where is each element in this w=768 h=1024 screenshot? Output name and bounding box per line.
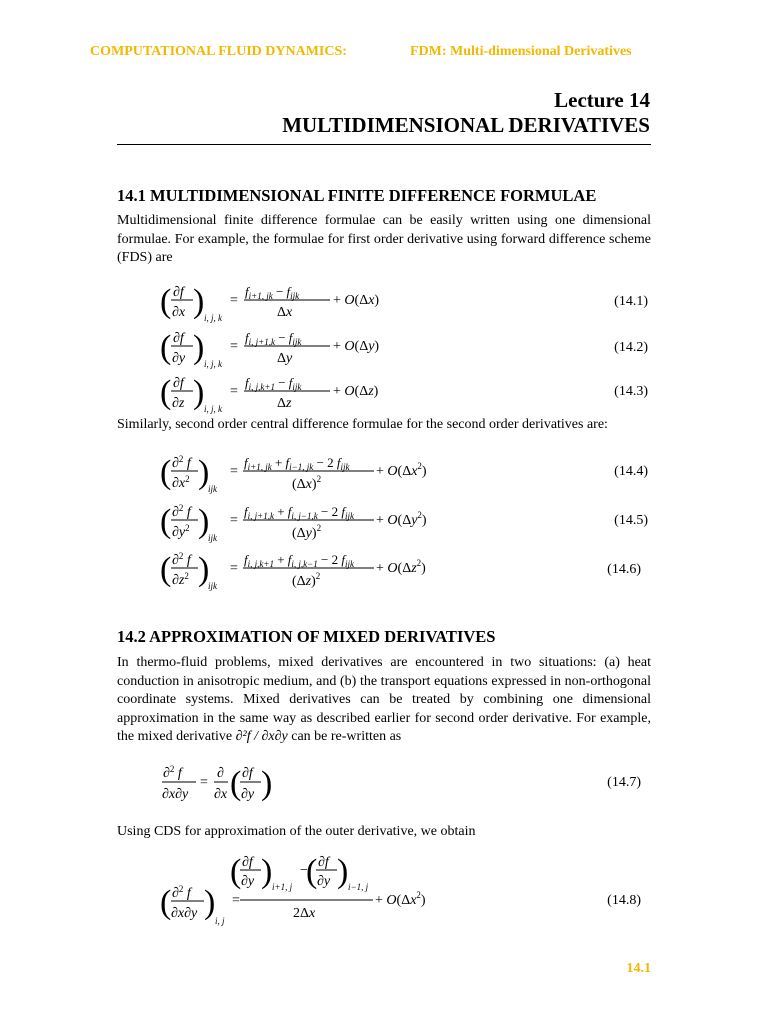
equation-number: (14.1) (614, 294, 648, 309)
svg-text:): ) (337, 853, 349, 890)
svg-text:): ) (193, 374, 205, 411)
svg-text:i, j, k: i, j, k (204, 313, 222, 323)
paragraph-text-end: can be re-written as (291, 729, 402, 744)
svg-text:=: = (230, 561, 238, 576)
svg-text:(: ( (160, 503, 172, 540)
inline-math-mixed-derivative: ∂²f / ∂x∂y (235, 729, 288, 744)
svg-text:∂x2: $\partial x^2$ (172, 474, 190, 491)
equation-number: (14.6) (607, 562, 641, 577)
svg-text:(Δy)2: $(\Delta y)^2$ (292, 523, 322, 541)
svg-text:i+1, j: i+1, j (272, 882, 293, 892)
svg-text:): ) (193, 329, 205, 366)
svg-text:): ) (204, 884, 216, 921)
svg-text:ijk: ijk (208, 581, 217, 591)
svg-text:∂2 f: ∂$^2$ f (163, 764, 182, 781)
paragraph-cds: Using CDS for approximation of the outer derivative, we obtain (117, 824, 476, 839)
equation-number: (14.4) (614, 464, 648, 479)
paragraph-text: In thermo-fluid problems, mixed derivatives are encountered in two situations: (a) heat conduction in anisotropic medium, and (b) the transport equations expressed in non-orthogonal coordinate systems. Mixed derivatives can be treated by combining one dimensional approximation in the same way as described earlier for second order derivative. For example, the mixed derivative (117, 655, 651, 744)
svg-text:ijk: ijk (208, 484, 217, 494)
equation-14-8 (160, 852, 426, 932)
svg-text:=: = (232, 893, 240, 908)
equation-number: (14.2) (614, 340, 648, 355)
svg-text:): ) (261, 853, 273, 890)
paragraph-intro: Multidimensional finite difference formulae can be easily written using one dimensional formulae. For example, the formulae for first order derivative using forward difference scheme (FDS) are (117, 213, 651, 265)
running-header-right: FDM: Multi-dimensional Derivatives (410, 44, 632, 59)
equation-14-3 (160, 370, 400, 420)
svg-text:ijk: ijk (208, 533, 217, 543)
svg-text:=: = (230, 293, 238, 308)
svg-text:i, j, k: i, j, k (204, 404, 222, 414)
svg-text:∂y: ∂y (172, 351, 186, 366)
running-header-left: COMPUTATIONAL FLUID DYNAMICS: (90, 44, 347, 59)
svg-text:(Δx)2: $(\Delta x)^2$ (292, 474, 322, 492)
svg-text:∂2 f: ∂$^2$ f (172, 454, 191, 471)
svg-text:+ O(Δx): + O(Δx) (333, 293, 380, 308)
svg-text:+ O(Δz2): + $O(\Delta z^2)$ (376, 558, 426, 576)
svg-text:∂f: ∂f (242, 855, 253, 870)
svg-text:i−1, j: i−1, j (348, 882, 369, 892)
svg-text:(: ( (160, 884, 172, 921)
svg-text:i, j, k: i, j, k (204, 359, 222, 369)
svg-text:i, j: i, j (215, 916, 225, 926)
paragraph-second-order: Similarly, second order central difference formulae for the second order derivatives are: (117, 417, 608, 432)
equation-14-4 (160, 450, 427, 500)
svg-text:∂z: ∂z (172, 396, 185, 411)
svg-text:fi, j,k+1 + fi, j,k−1 − 2 fijk: $f_{i, j,k+1} + f_{i, j,k-1} - 2$ $f_{ijk}$ (244, 552, 354, 569)
paragraph-mixed-derivatives (117, 654, 651, 747)
svg-text:): ) (261, 765, 273, 802)
page-title: MULTIDIMENSIONAL DERIVATIVES (282, 113, 650, 137)
svg-text:2Δx: 2Δx (293, 906, 316, 921)
equation-number: (14.5) (614, 513, 648, 528)
svg-text:∂2 f: ∂$^2$ f (172, 551, 191, 568)
svg-text:∂f: ∂f (173, 376, 184, 391)
svg-text:): ) (198, 503, 210, 540)
section-heading-14-2: 14.2 APPROXIMATION OF MIXED DERIVATIVES (117, 627, 496, 646)
svg-text:∂y: ∂y (317, 874, 331, 889)
svg-text:∂2 f: ∂$^2$ f (172, 884, 191, 901)
svg-text:(: ( (160, 551, 172, 588)
svg-text:∂x∂y: ∂x∂y (171, 906, 198, 921)
svg-text:(: ( (306, 853, 318, 890)
svg-text:∂y: ∂y (241, 874, 255, 889)
svg-text:+ O(Δy2): + $O(\Delta y^2)$ (376, 510, 427, 528)
equation-number: (14.7) (607, 775, 641, 790)
equation-14-5 (160, 499, 427, 549)
svg-text:Δy: Δy (277, 351, 293, 366)
svg-text:+ O(Δz): + O(Δz) (333, 384, 379, 399)
svg-text:=: = (230, 464, 238, 479)
svg-text:(: ( (160, 374, 172, 411)
svg-text:(: ( (230, 853, 242, 890)
svg-text:=: = (230, 339, 238, 354)
svg-text:(: ( (160, 283, 172, 320)
svg-text:fi, j,k+1 − fijk: $f_{i, j,k+1} - f_{ijk}$ (245, 375, 302, 392)
svg-text:+ O(Δx2): + $O(\Delta x^2)$ (375, 890, 426, 908)
equation-14-6 (160, 547, 426, 597)
page-number: 14.1 (626, 961, 651, 976)
svg-text:∂x: ∂x (172, 305, 186, 320)
equation-14-7 (160, 758, 300, 808)
svg-text:=: = (200, 775, 208, 790)
svg-text:=: = (230, 513, 238, 528)
svg-text:fi, j+1,k + fi, j−1,k − 2 fijk: $f_{i, j+1,k} + f_{i, j-1,k} - 2$ $f_{ijk}$ (244, 504, 354, 521)
svg-text:Δz: Δz (277, 396, 292, 411)
svg-text:∂y2: $\partial y^2$ (172, 523, 190, 540)
svg-text:): ) (198, 454, 210, 491)
svg-text:(: ( (230, 765, 242, 802)
svg-text:(: ( (160, 329, 172, 366)
title-divider (117, 144, 651, 145)
svg-text:+ O(Δx2): + $O(\Delta x^2)$ (376, 461, 427, 479)
svg-text:fi, j+1,k − fijk: $f_{i, j+1,k} - f_{ijk}$ (245, 330, 302, 347)
svg-text:fi+1, jk + fi−1, jk − 2 fijk: $f_{i+1, jk} + f_{i-1, jk} - 2$ $f_{ijk}$ (244, 455, 350, 472)
equation-14-1 (160, 279, 400, 329)
svg-text:∂2 f: ∂$^2$ f (172, 503, 191, 520)
lecture-number: Lecture 14 (554, 88, 650, 112)
svg-text:∂: ∂ (217, 766, 224, 781)
equation-14-2 (160, 325, 400, 375)
svg-text:=: = (230, 384, 238, 399)
svg-text:∂f: ∂f (173, 285, 184, 300)
equation-number: (14.3) (614, 384, 648, 399)
svg-text:): ) (193, 283, 205, 320)
svg-text:−: − (300, 863, 308, 878)
svg-text:∂x: ∂x (214, 787, 228, 802)
svg-text:∂f: ∂f (242, 766, 253, 781)
svg-text:(Δz)2: $(\Delta z)^2$ (292, 571, 321, 589)
svg-text:∂y: ∂y (241, 787, 255, 802)
svg-text:∂f: ∂f (173, 331, 184, 346)
svg-text:(: ( (160, 454, 172, 491)
svg-text:fi+1, jk − fijk: $f_{i+1, jk} - f_{ijk}$ (245, 284, 300, 301)
svg-text:+ O(Δy): + O(Δy) (333, 339, 380, 354)
equation-number: (14.8) (607, 893, 641, 908)
section-heading-14-1: 14.1 MULTIDIMENSIONAL FINITE DIFFERENCE FORMULAE (117, 186, 597, 205)
svg-text:∂f: ∂f (318, 855, 329, 870)
svg-text:∂x∂y: ∂x∂y (162, 787, 189, 802)
svg-text:): ) (198, 551, 210, 588)
svg-text:Δx: Δx (277, 305, 293, 320)
svg-text:∂z2: $\partial z^2$ (172, 571, 189, 588)
